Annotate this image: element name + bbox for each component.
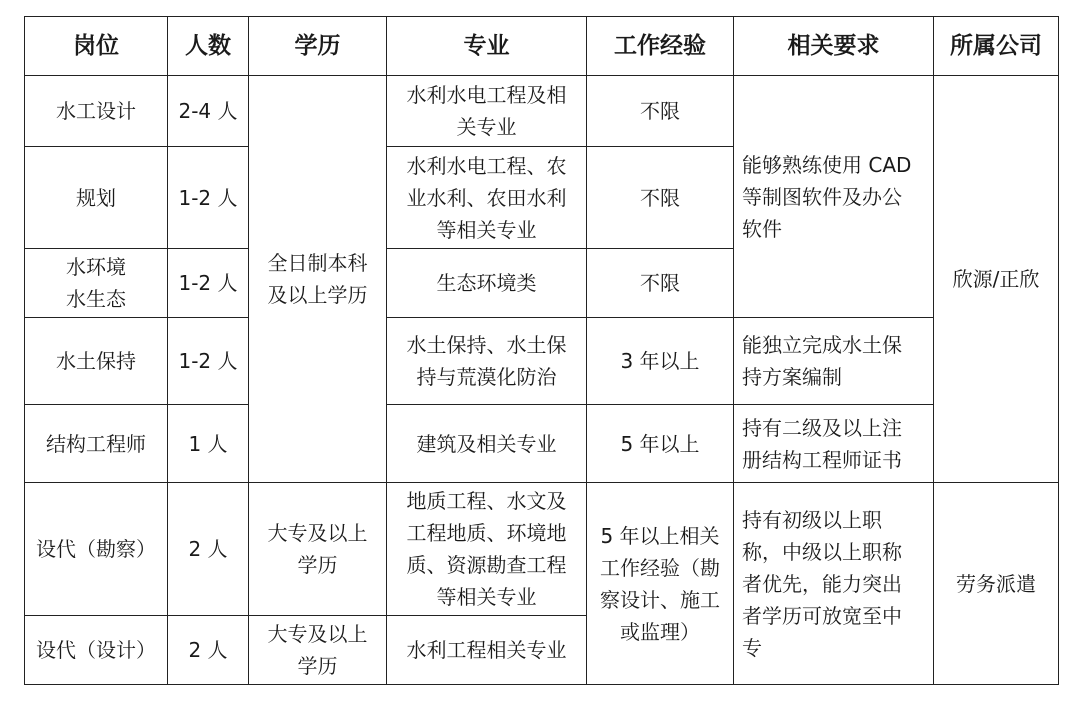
count-cell: 2-4 人 (168, 76, 249, 147)
position-cell: 结构工程师 (25, 405, 168, 483)
company-cell: 劳务派遣 (934, 483, 1059, 685)
company-cell: 欣源/正欣 (934, 76, 1059, 483)
table-row (25, 405, 1059, 483)
requirements-cell: 能独立完成水土保 持方案编制 (734, 318, 934, 405)
table-row (25, 318, 1059, 405)
header-position: 岗位 (25, 17, 168, 76)
experience-cell: 不限 (587, 147, 734, 249)
experience-cell: 不限 (587, 76, 734, 147)
education-cell: 大专及以上 学历 (249, 483, 387, 616)
experience-cell: 5 年以上相关 工作经验（勘 察设计、施工 或监理） (587, 483, 734, 685)
position-cell: 设代（勘察） (25, 483, 168, 616)
header-major: 专业 (387, 17, 587, 76)
requirements-cell: 持有初级以上职 称，中级以上职称 者优先，能力突出 者学历可放宽至中 专 (734, 483, 934, 685)
position-cell: 水土保持 (25, 318, 168, 405)
position-cell: 规划 (25, 147, 168, 249)
experience-cell: 不限 (587, 249, 734, 318)
major-cell: 生态环境类 (387, 249, 587, 318)
requirements-cell: 能够熟练使用 CAD 等制图软件及办公 软件 (734, 76, 934, 318)
header-count: 人数 (168, 17, 249, 76)
count-cell: 1-2 人 (168, 249, 249, 318)
header-row (25, 17, 1059, 76)
recruitment-table (24, 16, 1059, 685)
count-cell: 2 人 (168, 616, 249, 685)
education-cell: 全日制本科 及以上学历 (249, 76, 387, 483)
major-cell: 建筑及相关专业 (387, 405, 587, 483)
header-requirements: 相关要求 (734, 17, 934, 76)
major-cell: 水利工程相关专业 (387, 616, 587, 685)
position-cell: 水环境 水生态 (25, 249, 168, 318)
position-cell: 水工设计 (25, 76, 168, 147)
count-cell: 1 人 (168, 405, 249, 483)
experience-cell: 5 年以上 (587, 405, 734, 483)
header-education: 学历 (249, 17, 387, 76)
education-cell: 大专及以上 学历 (249, 616, 387, 685)
count-cell: 1-2 人 (168, 318, 249, 405)
major-cell: 水利水电工程、农 业水利、农田水利 等相关专业 (387, 147, 587, 249)
header-company: 所属公司 (934, 17, 1059, 76)
header-experience: 工作经验 (587, 17, 734, 76)
position-cell: 设代（设计） (25, 616, 168, 685)
count-cell: 2 人 (168, 483, 249, 616)
major-cell: 地质工程、水文及 工程地质、环境地 质、资源勘查工程 等相关专业 (387, 483, 587, 616)
count-cell: 1-2 人 (168, 147, 249, 249)
table-row (25, 76, 1059, 147)
major-cell: 水利水电工程及相 关专业 (387, 76, 587, 147)
table-row (25, 483, 1059, 616)
major-cell: 水土保持、水土保 持与荒漠化防治 (387, 318, 587, 405)
requirements-cell: 持有二级及以上注 册结构工程师证书 (734, 405, 934, 483)
experience-cell: 3 年以上 (587, 318, 734, 405)
